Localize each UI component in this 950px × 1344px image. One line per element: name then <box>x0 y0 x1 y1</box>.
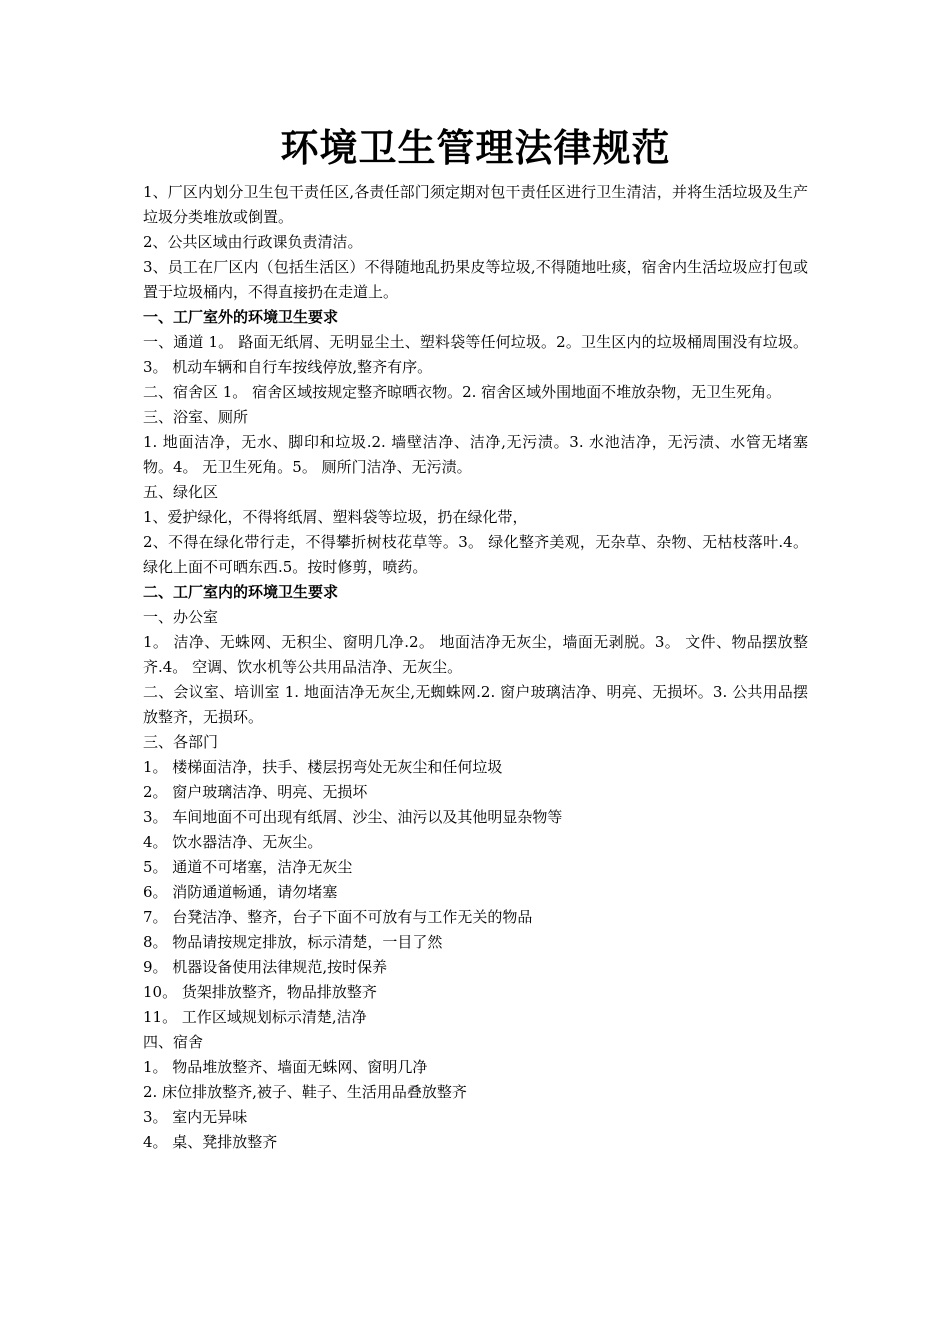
paragraph: 2. 床位排放整齐,被子、鞋子、生活用品叠放整齐 <box>143 1083 467 1101</box>
section-heading: 一、工厂室外的环境卫生要求 <box>143 308 339 326</box>
paragraph: 4。 桌、凳排放整齐 <box>143 1133 278 1151</box>
paragraph: 11。 工作区域规划标示清楚,洁净 <box>143 1008 367 1026</box>
paragraph: 1。 洁净、无蛛网、无积尘、窗明几净.2。 地面洁净无灰尘，墙面无剥脱。3。 文件、物品摆放整齐.4。 空调、饮水机等公共用品洁净、无灰尘。 <box>143 633 808 676</box>
document-page <box>143 118 808 1155</box>
paragraph: 2、不得在绿化带行走，不得攀折树枝花草等。3。 绿化整齐美观，无杂草、杂物、无枯枝落叶.4。 绿化上面不可晒东西.5。按时修剪，喷药。 <box>143 533 808 576</box>
section-heading: 二、工厂室内的环境卫生要求 <box>143 583 339 601</box>
paragraph: 1。 物品堆放整齐、墙面无蛛网、窗明几净 <box>143 1058 428 1076</box>
paragraph: 二、会议室、培训室 1. 地面洁净无灰尘,无蜘蛛网.2. 窗户玻璃洁净、明亮、无损坏。3. 公共用品摆放整齐，无损环。 <box>143 683 808 726</box>
paragraph: 四、宿舍 <box>143 1033 204 1051</box>
paragraph: 7。 台凳洁净、整齐，台子下面不可放有与工作无关的物品 <box>143 908 533 926</box>
paragraph: 3。 车间地面不可出现有纸屑、沙尘、油污以及其他明显杂物等 <box>143 808 563 826</box>
paragraph: 4。 饮水器洁净、无灰尘。 <box>143 833 323 851</box>
paragraph: 三、各部门 <box>143 733 219 751</box>
paragraph: 9。 机器设备使用法律规范,按时保养 <box>143 958 388 976</box>
paragraph: 3、员工在厂区内（包括生活区）不得随地乱扔果皮等垃圾,不得随地吐痰，宿舍内生活垃圾应打包或置于垃圾桶内，不得直接扔在走道上。 <box>143 258 808 301</box>
paragraph: 3。 室内无异味 <box>143 1108 248 1126</box>
paragraph: 五、绿化区 <box>143 483 219 501</box>
paragraph: 二、宿舍区 1。 宿舍区域按规定整齐晾晒衣物。2. 宿舍区域外围地面不堆放杂物，无卫生死角。 <box>143 383 782 401</box>
paragraph: 1。 楼梯面洁净，扶手、楼层拐弯处无灰尘和任何垃圾 <box>143 758 503 776</box>
document-title: 环境卫生管理法律规范 <box>280 125 671 170</box>
paragraph: 1、爱护绿化，不得将纸屑、塑料袋等垃圾，扔在绿化带， <box>143 508 528 526</box>
paragraph: 2、公共区域由行政课负责清洁。 <box>143 233 363 251</box>
paragraph: 2。 窗户玻璃洁净、明亮、无损坏 <box>143 783 368 801</box>
document-body <box>143 180 808 1155</box>
paragraph: 三、浴室、厕所 <box>143 408 249 426</box>
paragraph: 5。 通道不可堵塞，洁净无灰尘 <box>143 858 353 876</box>
paragraph: 1. 地面洁净，无水、脚印和垃圾.2. 墙壁洁净、洁净,无污渍。3. 水池洁净，无污渍、水管无堵塞物。4。 无卫生死角。5。 厕所门洁净、无污渍。 <box>143 433 808 476</box>
paragraph: 一、通道 1。 路面无纸屑、无明显尘土、塑料袋等任何垃圾。2。卫生区内的垃圾桶周围没有垃圾。3。 机动车辆和自行车按线停放,整齐有序。 <box>143 333 808 376</box>
paragraph: 一、办公室 <box>143 608 219 626</box>
paragraph: 8。 物品请按规定排放，标示清楚，一目了然 <box>143 933 443 951</box>
paragraph: 6。 消防通道畅通，请勿堵塞 <box>143 883 338 901</box>
paragraph: 1、厂区内划分卫生包干责任区,各责任部门须定期对包干责任区进行卫生清洁，并将生活垃圾及生产垃圾分类堆放或倒置。 <box>143 183 808 226</box>
paragraph: 10。 货架排放整齐，物品排放整齐 <box>143 983 377 1001</box>
